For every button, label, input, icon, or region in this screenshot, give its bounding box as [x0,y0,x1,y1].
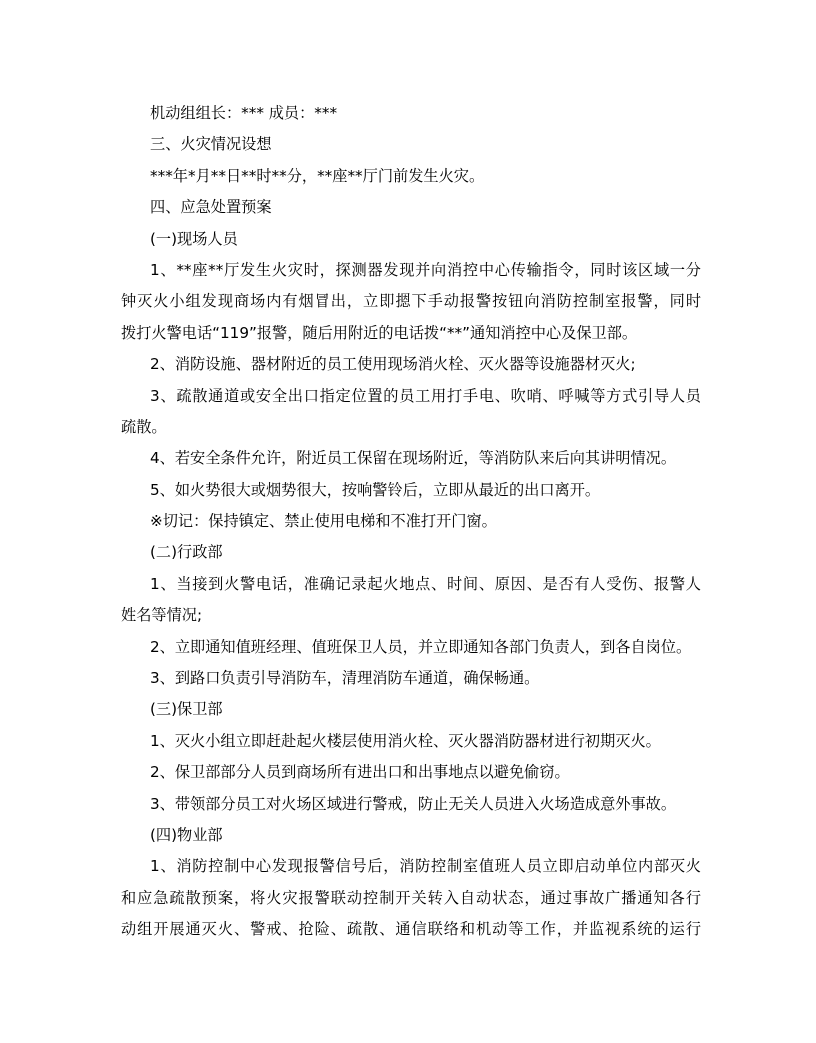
text-line: 5、如火势很大或烟势很大，按响警铃后，立即从最近的出口离开。 [150,480,601,499]
text-line: 1、当接到火警电话，准确记录起火地点、时间、原因、是否有人受伤、报警人 [150,574,701,593]
subheading-onsite-staff: (一)现场人员 [150,229,238,248]
subheading-security-dept: (三)保卫部 [150,700,223,719]
text-line: 3、到路口负责引导消防车，清理消防车通道，确保畅通。 [150,669,540,688]
text-line: 动组开展通灭火、警戒、抢险、疏散、通信联络和机动等工作，并监视系统的运行 [121,920,701,939]
document-body [121,98,701,946]
text-line: 钟灭火小组发现商场内有烟冒出，立即摁下手动报警按钮向消防控制室报警，同时 [121,292,701,311]
text-line: 3、带领部分员工对火场区域进行警戒，防止无关人员进入火场造成意外事故。 [150,794,677,813]
text-line: 和应急疏散预案，将火灾报警联动控制开关转入自动状态，通过事故广播通知各行 [121,888,701,907]
text-line: 疏散。 [121,417,167,436]
text-line: 2、立即通知值班经理、值班保卫人员，并立即通知各部门负责人，到各自岗位。 [150,637,692,656]
heading-fire-scenario: 三、火灾情况设想 [150,135,272,154]
text-line: 姓名等情况; [121,606,203,625]
heading-emergency-plan: 四、应急处置预案 [150,198,272,217]
text-line-reminder: ※切记：保持镇定、禁止使用电梯和不准打开门窗。 [150,512,497,531]
subheading-property-dept: (四)物业部 [150,825,223,844]
text-line: 1、灭火小组立即赶赴起火楼层使用消火栓、灭火器消防器材进行初期灭火。 [150,731,661,750]
text-line: 1、消防控制中心发现报警信号后，消防控制室值班人员立即启动单位内部灭火 [150,857,701,876]
subheading-admin-dept: (二)行政部 [150,543,223,562]
text-line: 2、保卫部部分人员到商场所有进出口和出事地点以避免偷窃。 [150,763,570,782]
text-line: 1、**座**厅发生火灾时，探测器发现并向消控中心传输指令，同时该区域一分 [150,260,701,279]
text-line-mobile-team: 机动组组长：*** 成员：*** [150,104,338,122]
text-line-scenario: ***年*月**日**时**分，**座**厅门前发生火灾。 [150,166,485,185]
text-line: 3、疏散通道或安全出口指定位置的员工用打手电、吹哨、呼喊等方式引导人员 [150,386,701,405]
text-line: 4、若安全条件允许，附近员工保留在现场附近，等消防队来后向其讲明情况。 [150,449,677,468]
text-line: 拨打火警电话“119”报警，随后用附近的电话拨“**”通知消控中心及保卫部。 [121,323,638,342]
text-line: 2、消防设施、器材附近的员工使用现场消火栓、灭火器等设施器材灭火; [150,355,636,374]
